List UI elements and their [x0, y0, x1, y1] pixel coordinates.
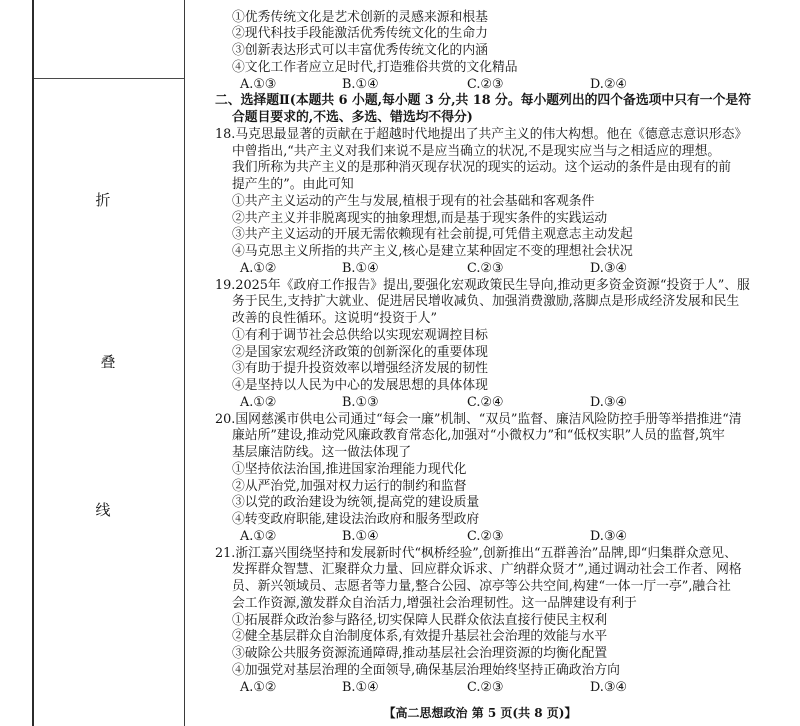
statement-item: ③有助于提升投资效率以增强经济发展的韧性 — [232, 361, 488, 377]
statement-item: ②共产主义并非脱离现实的抽象理想,而是基于现实条件的实践运动 — [232, 210, 608, 226]
section-heading: 二、选择题Ⅱ(本题共 6 小题,每小题 3 分,共 18 分。每小题列出的四个备选项中只有一个是符 — [215, 93, 751, 109]
footer-page-info: 【高二思想政治 第 5 页(共 8 页)】 — [383, 706, 577, 720]
question-number: 21. — [215, 545, 236, 561]
question-number: 19. — [215, 277, 236, 293]
answer-choices — [0, 261, 800, 278]
answer-choices — [0, 395, 800, 412]
choice-b: B.①④ — [342, 76, 379, 92]
fold-line-label: 线 — [95, 501, 111, 519]
statement-item: ②现代科技手段能激活优秀传统文化的生命力 — [232, 26, 488, 42]
stem-line: 中曾指出,“共产主义对我们来说不是应当确立的状况,不是现实应当与之相适应的理想。 — [232, 143, 721, 159]
statement-item: ①优秀传统文化是艺术创新的灵感来源和根基 — [232, 9, 488, 25]
statement-item: ③创新表达形式可以丰富优秀传统文化的内涵 — [232, 43, 488, 59]
question-stem-first-line — [0, 546, 800, 563]
fold-line-label: 折 — [95, 191, 111, 209]
stem-line: 会工作资源,激发群众自治活力,增强社会治理韧性。这一品牌建设有利于 — [232, 595, 637, 611]
statement-item: ①拓展群众政治参与路径,切实保障人民群众依法直接行使民主权利 — [232, 612, 608, 628]
choice-a: A.①② — [240, 528, 277, 544]
statement-item: ④文化工作者应立足时代,打造雅俗共赏的文化精品 — [232, 59, 518, 75]
choice-b: B.①③ — [342, 394, 379, 410]
exam-content — [0, 10, 800, 697]
choice-d: D.③④ — [590, 260, 627, 276]
question-stem-first-line — [0, 278, 800, 295]
statement-item: ①共产主义运动的产生与发展,植根于现有的社会基础和客观条件 — [232, 193, 595, 209]
statement-item: ④马克思主义所指的共产主义,核心是建立某种固定不变的理想社会状况 — [232, 244, 633, 260]
choice-d: D.③④ — [590, 679, 627, 695]
statement-item: ②是国家宏观经济政策的创新深化的重要体现 — [232, 344, 488, 360]
stem-line: 发挥群众智慧、汇聚群众力量、回应群众诉求、广纳群众贤才”,通过调动社会工作者、网格 — [232, 562, 742, 578]
stem-line: 务于民生,支持扩大就业、促进居民增收减负、加强消费激励,落脚点是形成经济发展和民生 — [232, 294, 740, 310]
answer-choices — [0, 680, 800, 697]
choice-d: D.②④ — [590, 76, 627, 92]
stem-line: 廉站所”建设,推动党风廉政教育常态化,加强对“小微权力”和“低权实职”人员的监督,筑牢 — [232, 428, 725, 444]
statement-item: ④是坚持以人民为中心的发展思想的具体体现 — [232, 378, 488, 394]
choice-a: A.①③ — [240, 76, 277, 92]
statement-item: ②健全基层群众自治制度体系,有效提升基层社会治理的效能与水平 — [232, 629, 608, 645]
statement-item: ③共产主义运动的开展无需依赖现有社会前提,可凭借主观意志主动发起 — [232, 227, 633, 243]
fold-line-label: 叠 — [100, 353, 116, 371]
choice-a: A.①② — [240, 260, 277, 276]
stem-text: 浙江嘉兴围绕坚持和发展新时代“枫桥经验”,创新推出“五群善治”品牌,即“归集群众意见、 — [235, 545, 737, 561]
statement-item: ③破除公共服务资源流通障碍,推动基层社会治理资源的均衡化配置 — [232, 646, 608, 662]
stem-line: 员、新兴领域员、志愿者等力量,整合公园、凉亭等公共空间,构建“一体一厅一亭”,融合社 — [232, 579, 731, 595]
statement-item: ②从严治党,加强对权力运行的制约和监督 — [232, 478, 467, 494]
choice-c: C.②③ — [467, 528, 504, 544]
choice-d: D.③④ — [590, 394, 627, 410]
choice-c: C.②④ — [467, 394, 504, 410]
choice-c: C.②③ — [467, 260, 504, 276]
statement-item: ①坚持依法治国,推进国家治理能力现代化 — [232, 461, 467, 477]
answer-choices — [0, 77, 800, 94]
choice-c: C.②③ — [467, 679, 504, 695]
stem-text: 国网慈溪市供电公司通过“每会一廉”机制、“双员”监督、廉洁风险防控手册等举措推进“清 — [235, 411, 742, 427]
choice-a: A.①② — [240, 679, 277, 695]
question-number: 18. — [215, 126, 236, 142]
stem-line: 改善的良性循环。这说明“投资于人” — [232, 311, 438, 327]
choice-d: D.③④ — [590, 528, 627, 544]
stem-line: 我们所称为共产主义的是那种消灭现存状况的现实的运动。这个运动的条件是由现有的前 — [232, 160, 732, 176]
answer-choices — [0, 529, 800, 546]
statement-item: ④加强党对基层治理的全面领导,确保基层治理始终坚持正确政治方向 — [232, 662, 620, 678]
statement-item: ①有利于调节社会总供给以实现宏观调控目标 — [232, 327, 488, 343]
stem-text: 2025年《政府工作报告》提出,要强化宏观政策民生导向,推动更多资金资源“投资于人”、服 — [235, 277, 750, 293]
question-stem-first-line — [0, 412, 800, 429]
section-heading: 合题目要求的,不选、多选、错选均不得分) — [232, 110, 473, 126]
choice-b: B.①④ — [342, 679, 379, 695]
statement-item: ④转变政府职能,建设法治政府和服务型政府 — [232, 512, 480, 528]
stem-line: 基层廉洁防线。这一做法体现了 — [232, 445, 412, 461]
question-number: 20. — [215, 411, 236, 427]
stem-text: 马克思最显著的贡献在于超越时代地提出了共产主义的伟大构想。他在《德意志意识形态》 — [235, 126, 748, 142]
choice-c: C.②③ — [467, 76, 504, 92]
choice-a: A.①② — [240, 394, 277, 410]
choice-b: B.①④ — [342, 260, 379, 276]
question-stem-first-line — [0, 127, 800, 144]
statement-item: ③以党的政治建设为统领,提高党的建设质量 — [232, 495, 480, 511]
stem-line: 提产生的”。由此可知 — [232, 177, 354, 193]
choice-b: B.①④ — [342, 528, 379, 544]
